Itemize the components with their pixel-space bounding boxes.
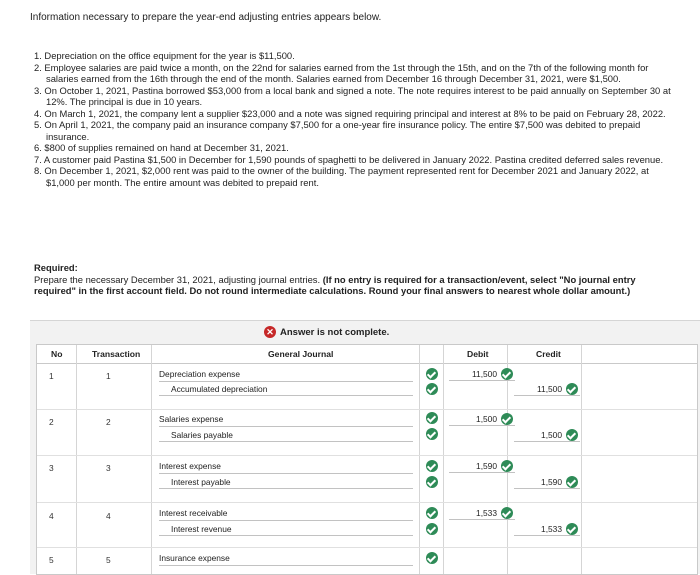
entry-transaction: 1 [106, 371, 111, 381]
required-text: Prepare the necessary December 31, 2021, adjusting journal entries. [34, 273, 321, 285]
check-circle-icon [426, 552, 438, 564]
information-list [34, 50, 674, 188]
status-text: Answer is not complete. [280, 326, 390, 338]
journal-table [36, 344, 698, 575]
list-item: 2. Employee salaries are paid twice a month, on the 22nd for salaries earned from the 1st through the 15th, and on the 7th of the following month for salaries earned from the 16th through the end of the month. Salaries earned from December 16 through December 31, 2021, were $1,500. [34, 61, 649, 84]
debit-account-field[interactable]: Interest receivable [159, 506, 413, 521]
list-item: 4. On March 1, 2021, the company lent a supplier $23,000 and a note was signed requiring principal and interest at 8% to be paid on February 28, 2022. [34, 107, 666, 119]
credit-value: 1,533 [541, 524, 562, 534]
debit-amount[interactable] [449, 459, 515, 473]
list-item: 6. $800 of supplies remained on hand at December 31, 2021. [34, 142, 289, 153]
credit-account-field[interactable]: Accumulated depreciation [159, 382, 413, 396]
check-circle-icon [426, 507, 438, 519]
row-divider [37, 502, 697, 503]
required-heading: Required: [34, 262, 78, 273]
check-circle-icon [426, 476, 438, 488]
credit-account-field[interactable]: Interest revenue [159, 522, 413, 536]
credit-value: 1,590 [541, 477, 562, 487]
required-section [34, 262, 674, 297]
debit-account-field[interactable]: Insurance expense [159, 551, 413, 566]
check-circle-icon [426, 383, 438, 395]
header-debit: Debit [467, 349, 489, 359]
intro-text: Information necessary to prepare the year-end adjusting entries appears below. [30, 12, 382, 23]
credit-amount[interactable] [514, 428, 580, 442]
check-circle-icon [426, 460, 438, 472]
debit-amount[interactable] [449, 412, 515, 426]
credit-amount[interactable] [514, 522, 580, 536]
credit-account-field[interactable]: Salaries payable [159, 428, 413, 442]
list-item: 5. On April 1, 2021, the company paid an insurance company $7,500 for a one-year fire insurance policy. The entire $7,500 was debited to prepaid insurance. [34, 119, 641, 142]
column-divider [419, 345, 420, 574]
entry-no: 4 [49, 511, 54, 521]
header-divider [37, 363, 697, 364]
row-divider [37, 455, 697, 456]
entry-no: 2 [49, 417, 54, 427]
debit-amount[interactable] [449, 367, 515, 381]
header-general-journal: General Journal [268, 349, 334, 359]
row-divider [37, 547, 697, 548]
check-circle-icon [426, 428, 438, 440]
debit-value: 1,500 [476, 414, 497, 424]
debit-account-field[interactable]: Interest expense [159, 459, 413, 474]
debit-value: 1,590 [476, 461, 497, 471]
check-circle-icon [501, 460, 513, 472]
entry-no: 3 [49, 463, 54, 473]
debit-value: 11,500 [472, 369, 497, 379]
debit-account-field[interactable]: Salaries expense [159, 412, 413, 427]
check-circle-icon [426, 368, 438, 380]
column-divider [443, 345, 444, 574]
check-circle-icon [501, 507, 513, 519]
credit-value: 11,500 [537, 384, 562, 394]
check-circle-icon [426, 523, 438, 535]
list-item: 3. On October 1, 2021, Pastina borrowed $53,000 from a local bank and signed a note. The note requires interest to be paid annually on September 30 at 12%. The principal is due in 10 years. [34, 84, 671, 107]
debit-account-field[interactable]: Depreciation expense [159, 367, 413, 382]
header-credit: Credit [536, 349, 561, 359]
entry-transaction: 2 [106, 417, 111, 427]
credit-value: 1,500 [541, 430, 562, 440]
header-no: No [51, 349, 63, 359]
credit-amount[interactable] [514, 475, 580, 489]
column-divider [581, 345, 582, 574]
check-circle-icon [566, 383, 578, 395]
x-circle-icon: ✕ [264, 326, 276, 338]
required-instructions: (If no entry is required for a transaction/event, select "No journal entry required" in the first account field. Do not round intermediate calculations. Round your final answers to nearest whole dollar amount.) [34, 273, 636, 296]
check-circle-icon [501, 368, 513, 380]
answer-status [264, 326, 389, 338]
entry-transaction: 3 [106, 463, 111, 473]
row-divider [37, 409, 697, 410]
entry-no: 1 [49, 371, 54, 381]
entry-no: 5 [49, 555, 54, 565]
entry-transaction: 4 [106, 511, 111, 521]
credit-account-field[interactable]: Interest payable [159, 475, 413, 489]
check-circle-icon [566, 523, 578, 535]
entry-transaction: 5 [106, 555, 111, 565]
check-circle-icon [501, 413, 513, 425]
list-item: 7. A customer paid Pastina $1,500 in December for 1,590 pounds of spaghetti to be delivered in January 2022. Pastina credited deferred sales revenue. [34, 153, 664, 165]
column-divider [76, 345, 77, 574]
check-circle-icon [566, 429, 578, 441]
list-item: 1. Depreciation on the office equipment for the year is $11,500. [34, 50, 295, 61]
check-circle-icon [566, 476, 578, 488]
credit-amount[interactable] [514, 382, 580, 396]
list-item: 8. On December 1, 2021, $2,000 rent was paid to the owner of the building. The payment represented rent for December 2021 and January 2022, at $1,000 per month. The entire amount was debited to prepaid rent. [34, 165, 649, 188]
debit-value: 1,533 [476, 508, 497, 518]
column-divider [151, 345, 152, 574]
debit-amount[interactable] [449, 506, 515, 520]
header-transaction: Transaction [92, 349, 141, 359]
check-circle-icon [426, 412, 438, 424]
